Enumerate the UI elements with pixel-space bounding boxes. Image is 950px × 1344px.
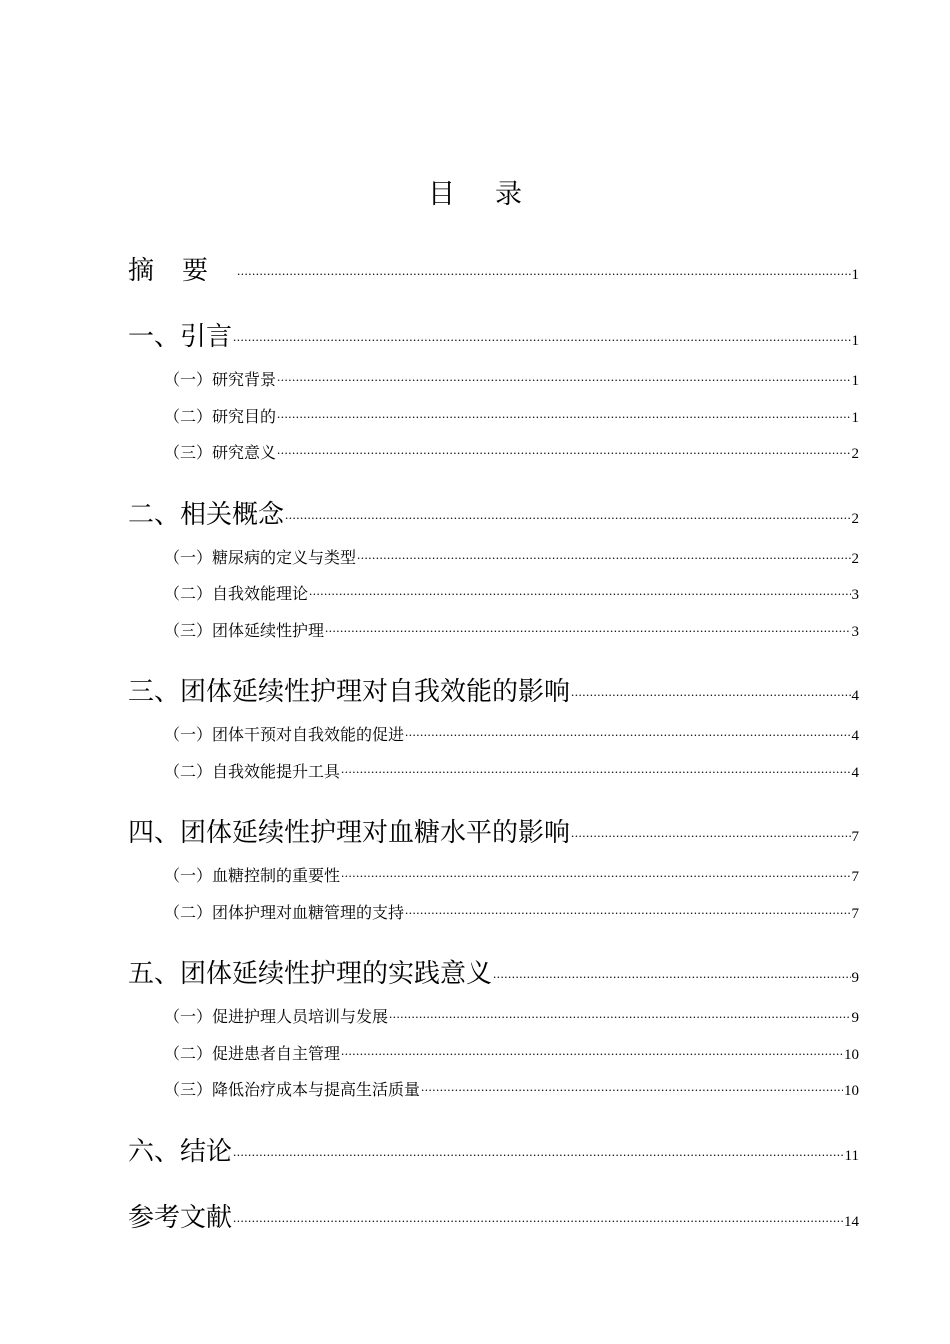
- toc-entry-label: （一）血糖控制的重要性: [164, 866, 341, 886]
- dot-leader: [571, 681, 850, 700]
- toc-entry-label: （二）自我效能理论: [164, 584, 309, 604]
- toc-entry-section-2-2[interactable]: [128, 580, 859, 617]
- toc-entry-label: （一）糖尿病的定义与类型: [164, 547, 357, 567]
- toc-entry-page: 7: [851, 905, 859, 922]
- toc-entry-page: 3: [851, 587, 859, 604]
- dot-leader: [233, 1140, 844, 1159]
- toc-entry-label: 三、团体延续性护理对自我效能的影响: [128, 677, 571, 707]
- toc-entry-page: 7: [851, 869, 859, 886]
- toc-entry-section-2-1[interactable]: [128, 544, 859, 581]
- dot-leader: [277, 403, 850, 422]
- toc-entry-section-3-2[interactable]: [128, 758, 859, 795]
- toc-entry-section-1-1[interactable]: [128, 366, 859, 403]
- toc-entry-label: 五、团体延续性护理的实践意义: [128, 959, 493, 989]
- toc-entry-label: 二、相关概念: [128, 499, 285, 530]
- toc-entry-label: 一、引言: [128, 322, 233, 352]
- dot-leader: [233, 1206, 843, 1225]
- toc-entry-page: 4: [851, 688, 859, 704]
- toc-entry-label: （三）降低治疗成本与提高生活质量: [164, 1080, 421, 1100]
- toc-entry-section-5-1[interactable]: [128, 1003, 859, 1040]
- dot-leader: [341, 862, 850, 881]
- toc-entry-chapter-5[interactable]: [128, 953, 859, 989]
- toc-entry-section-1-3[interactable]: [128, 439, 859, 476]
- dot-leader: [405, 721, 850, 740]
- toc-entry-chapter-1[interactable]: [128, 316, 859, 352]
- toc-entry-page: 1: [851, 409, 859, 426]
- toc-entry-label: （一）促进护理人员培训与发展: [164, 1007, 389, 1027]
- toc-entry-label: 摘要: [128, 256, 237, 286]
- toc-entry-chapter-2[interactable]: [128, 494, 859, 530]
- toc-entry-label: 六、结论: [128, 1136, 233, 1167]
- toc-entry-label: 四、团体延续性护理对血糖水平的影响: [128, 818, 571, 848]
- dot-leader: [571, 822, 850, 841]
- toc-entry-page: 3: [851, 623, 859, 640]
- toc-entry-page: 9: [851, 970, 859, 986]
- table-of-contents: [128, 250, 859, 1233]
- toc-entry-label: （三）研究意义: [164, 443, 277, 463]
- dot-leader: [233, 326, 850, 345]
- toc-entry-label: （二）研究目的: [164, 406, 277, 426]
- toc-entry-label: （一）研究背景: [164, 370, 277, 390]
- toc-entry-label: （三）团体延续性护理: [164, 620, 325, 640]
- toc-entry-label: （二）自我效能提升工具: [164, 761, 341, 781]
- dot-leader: [309, 580, 850, 599]
- toc-entry-page: 7: [851, 829, 859, 845]
- toc-entry-page: 14: [844, 1213, 859, 1230]
- toc-entry-page: 4: [851, 764, 859, 781]
- toc-entry-page: 2: [851, 446, 859, 463]
- toc-entry-abstract[interactable]: [128, 250, 859, 286]
- toc-title: 目录: [428, 179, 562, 210]
- toc-entry-section-4-2[interactable]: [128, 899, 859, 936]
- toc-entry-page: 10: [844, 1046, 859, 1063]
- toc-entry-page: 10: [844, 1083, 859, 1100]
- dot-leader: [237, 260, 850, 279]
- dot-leader: [341, 1040, 843, 1059]
- dot-leader: [493, 963, 850, 982]
- toc-entry-label: （二）团体护理对血糖管理的支持: [164, 902, 405, 922]
- toc-entry-page: 2: [851, 510, 859, 527]
- dot-leader: [421, 1076, 843, 1095]
- dot-leader: [285, 503, 850, 522]
- toc-entry-page: 9: [851, 1010, 859, 1027]
- dot-leader: [325, 617, 850, 636]
- dot-leader: [277, 439, 850, 458]
- toc-entry-section-3-1[interactable]: [128, 721, 859, 758]
- dot-leader: [389, 1003, 850, 1022]
- toc-entry-page: 4: [851, 728, 859, 745]
- toc-entry-label: （一）团体干预对自我效能的促进: [164, 725, 405, 745]
- toc-entry-page: 1: [851, 373, 859, 390]
- toc-entry-section-1-2[interactable]: [128, 403, 859, 440]
- toc-entry-page: 1: [851, 267, 859, 283]
- toc-entry-page: 2: [851, 550, 859, 567]
- toc-entry-label: （二）促进患者自主管理: [164, 1043, 341, 1063]
- toc-entry-label: 参考文献: [128, 1202, 233, 1233]
- dot-leader: [341, 758, 850, 777]
- toc-entry-references[interactable]: [128, 1197, 859, 1233]
- dot-leader: [277, 366, 850, 385]
- toc-entry-page: 11: [844, 1147, 859, 1164]
- toc-entry-chapter-3[interactable]: [128, 671, 859, 707]
- toc-entry-section-4-1[interactable]: [128, 862, 859, 899]
- toc-entry-chapter-4[interactable]: [128, 812, 859, 848]
- dot-leader: [405, 899, 850, 918]
- toc-entry-section-5-3[interactable]: [128, 1076, 859, 1113]
- toc-entry-section-2-3[interactable]: [128, 617, 859, 654]
- toc-entry-chapter-6[interactable]: [128, 1131, 859, 1167]
- toc-entry-page: 1: [851, 333, 859, 349]
- toc-entry-section-5-2[interactable]: [128, 1040, 859, 1077]
- dot-leader: [357, 544, 850, 563]
